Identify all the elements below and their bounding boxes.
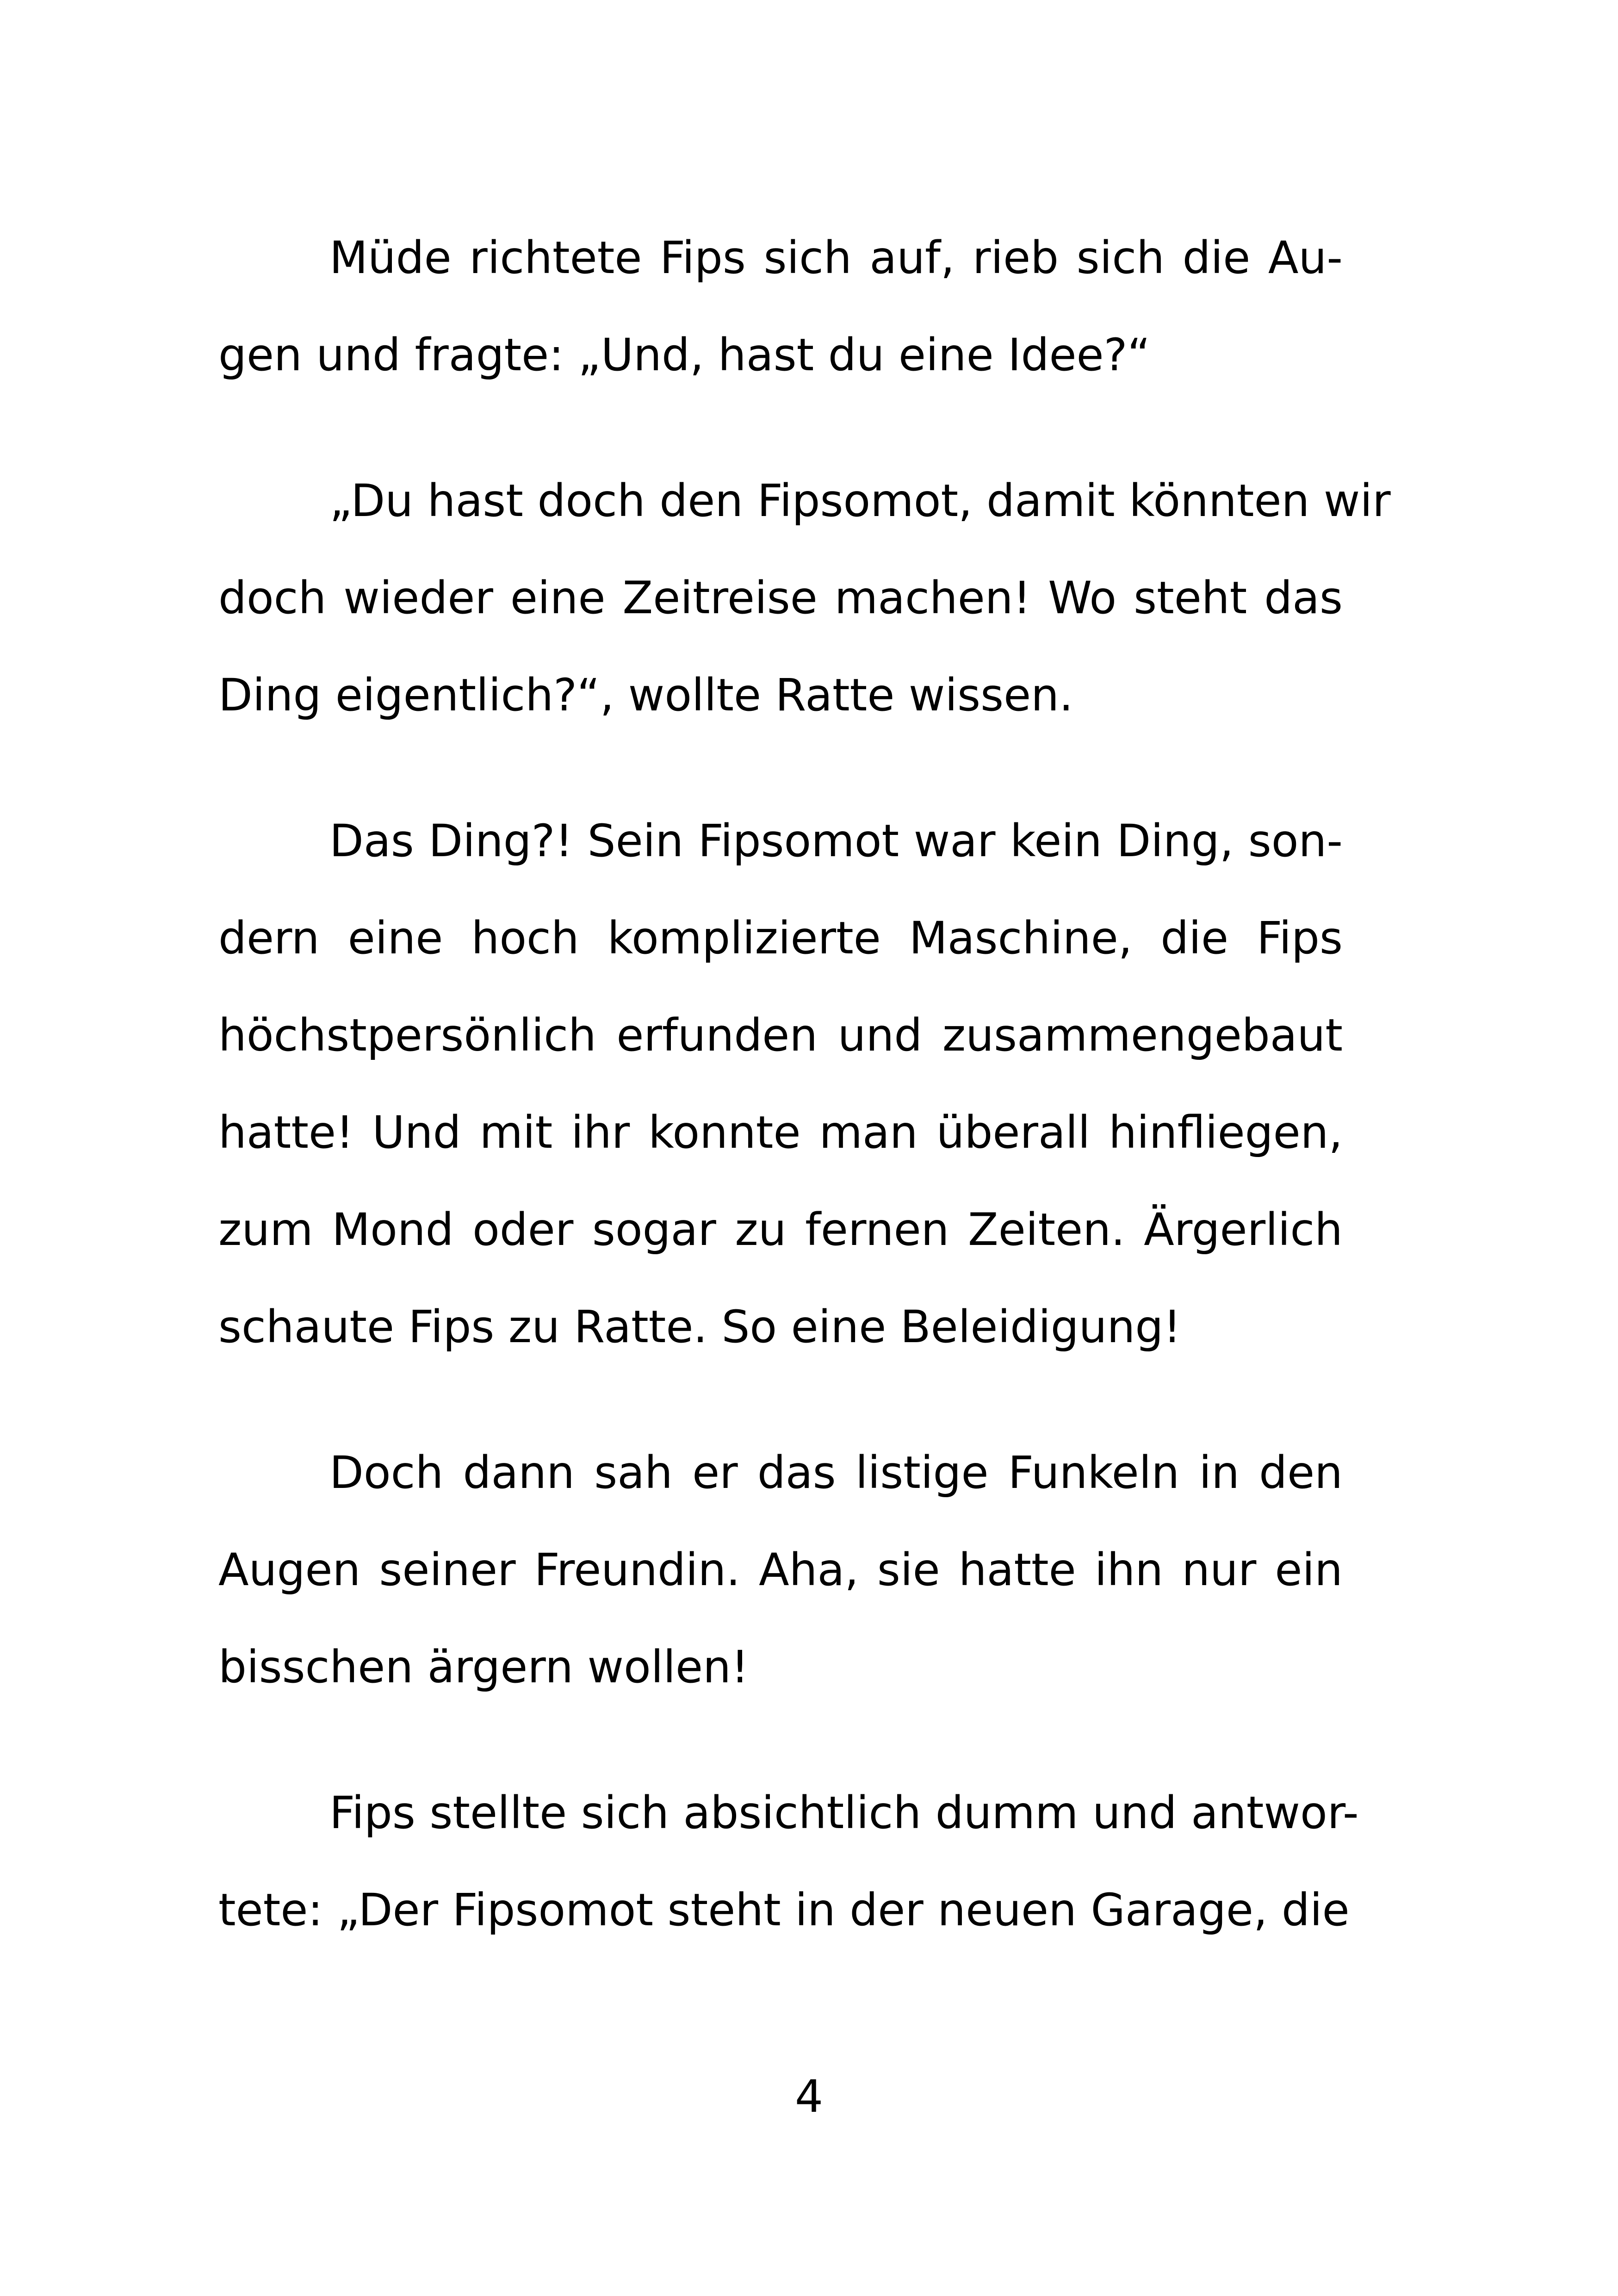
text-line: „Du hast doch den Fipsomot, damit könnten wir [329, 475, 1391, 527]
text-line: gen und fragte: „Und, hast du eine Idee?“ [218, 329, 1151, 381]
text-line: Das Ding?! Sein Fipsomot war kein Ding, son- [329, 815, 1343, 867]
text-line: dern eine hoch komplizierte Maschine, die Fips [218, 912, 1343, 964]
text-line: Augen seiner Freundin. Aha, sie hatte ihn nur ein [218, 1544, 1343, 1596]
paragraph [218, 792, 1343, 1375]
text-line: doch wieder eine Zeitreise machen! Wo steht das [218, 572, 1343, 624]
text-line: hatte! Und mit ihr konnte man überall hinfliegen, [218, 1107, 1343, 1158]
text-line: höchstpersönlich erfunden und zusammengebaut [218, 1009, 1343, 1061]
text-line: zum Mond oder sogar zu fernen Zeiten. Ärgerlich [218, 1204, 1343, 1256]
paragraph-gap [218, 1716, 1343, 1764]
text-line: Müde richtete Fips sich auf, rieb sich die Au- [329, 232, 1343, 284]
text-line: schaute Fips zu Ratte. So eine Beleidigung! [218, 1301, 1181, 1353]
text-line: Doch dann sah er das listige Funkeln in den [329, 1447, 1343, 1499]
paragraph [218, 1424, 1343, 1716]
text-line: Ding eigentlich?“, wollte Ratte wissen. [218, 669, 1073, 721]
body-text [218, 209, 1391, 1959]
page-number: 4 [794, 2071, 824, 2122]
paragraph-gap [218, 1375, 1343, 1424]
paragraph [218, 209, 1343, 404]
text-line: bisschen ärgern wollen! [218, 1641, 749, 1693]
text-line: tete: „Der Fipsomot steht in der neuen Garage, die [218, 1884, 1350, 1936]
paragraph [218, 452, 1391, 744]
text-line: Fips stellte sich absichtlich dumm und antwor- [329, 1787, 1359, 1839]
paragraph [218, 1764, 1359, 1959]
paragraph-gap [218, 744, 1343, 792]
paragraph-gap [218, 404, 1343, 452]
